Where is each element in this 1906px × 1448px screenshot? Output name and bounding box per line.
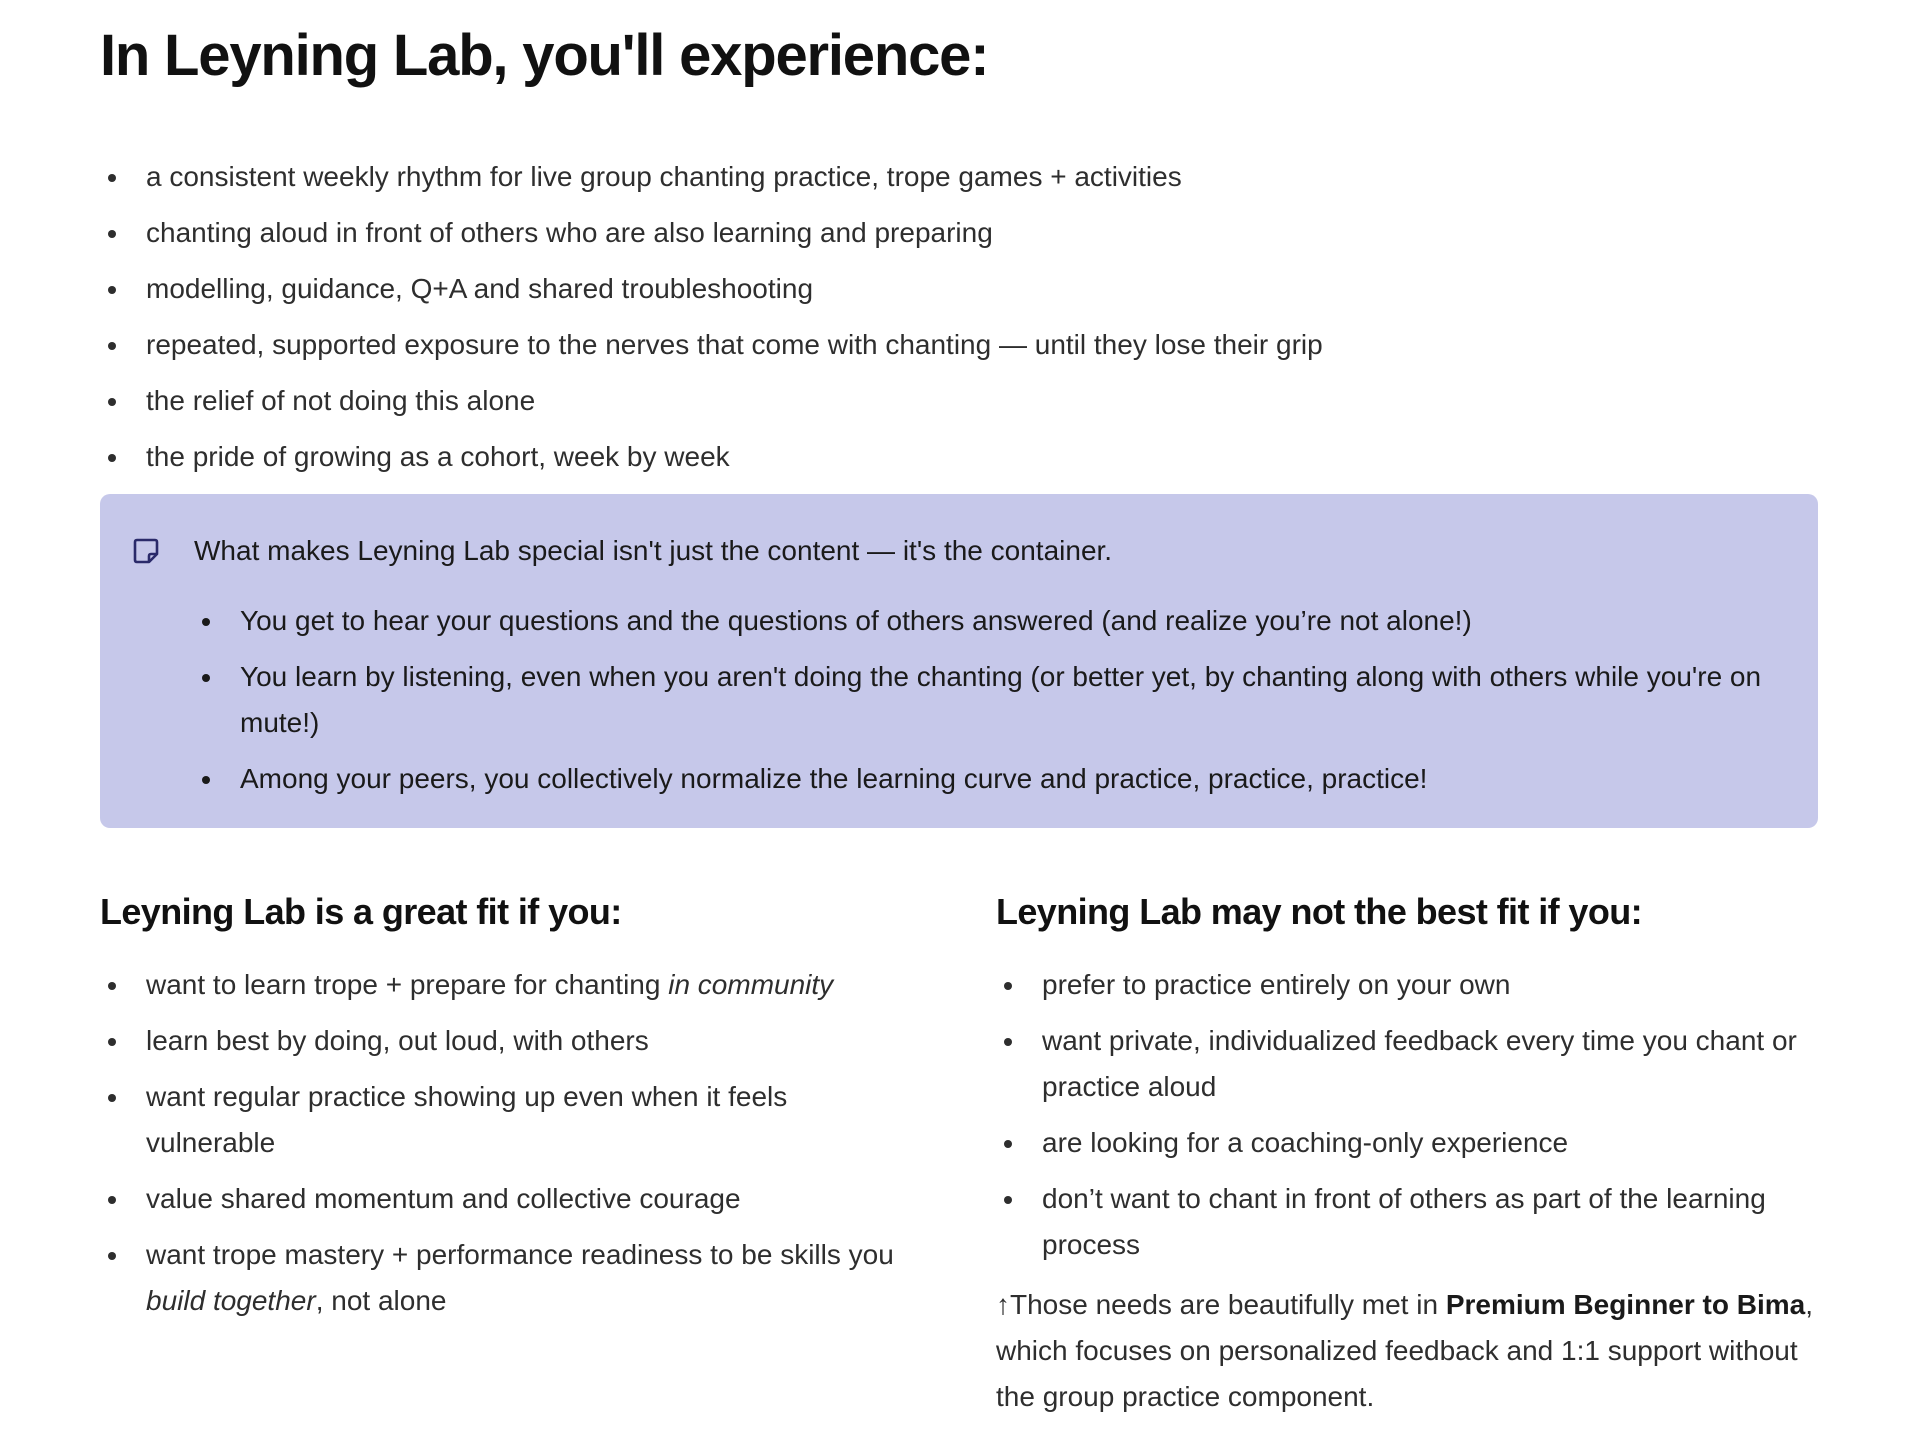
callout-text: What makes Leyning Lab special isn't just the content — it's the container. bbox=[194, 535, 1113, 566]
note-icon bbox=[132, 537, 160, 565]
list-item: chanting aloud in front of others who are also learning and preparing bbox=[100, 210, 1818, 256]
list-item: learn best by doing, out loud, with others bbox=[100, 1018, 920, 1064]
list-item: want trope mastery + performance readiness to be skills you build together, not alone bbox=[100, 1232, 920, 1324]
callout-header bbox=[132, 528, 1778, 574]
list-item: the relief of not doing this alone bbox=[100, 378, 1818, 424]
list-item: want to learn trope + prepare for chanting in community bbox=[100, 962, 920, 1008]
experience-heading: In Leyning Lab, you'll experience: bbox=[100, 23, 989, 88]
list-item: Among your peers, you collectively normalize the learning curve and practice, practice, practice! bbox=[194, 756, 1778, 802]
list-item: are looking for a coaching-only experience bbox=[996, 1120, 1818, 1166]
list-item: want regular practice showing up even when it feels vulnerable bbox=[100, 1074, 920, 1166]
good-fit-heading: Leyning Lab is a great fit if you: bbox=[100, 891, 622, 932]
page-content bbox=[100, 0, 1818, 1412]
alternative-note: ↑Those needs are beautifully met in Premium Beginner to Bima, which focuses on personalized feedback and 1:1 support without the group practice component. bbox=[996, 1289, 1813, 1412]
good-fit-list bbox=[100, 962, 920, 1324]
callout-list bbox=[132, 598, 1778, 802]
list-item: prefer to practice entirely on your own bbox=[996, 962, 1818, 1008]
list-item: repeated, supported exposure to the nerves that come with chanting — until they lose their grip bbox=[100, 322, 1818, 368]
callout-box bbox=[100, 494, 1818, 828]
good-fit-column bbox=[100, 884, 920, 1334]
list-item: modelling, guidance, Q+A and shared troubleshooting bbox=[100, 266, 1818, 312]
program-name: Premium Beginner to Bima bbox=[1445, 1289, 1806, 1320]
not-fit-list bbox=[996, 962, 1818, 1268]
list-item: don’t want to chant in front of others as part of the learning process bbox=[996, 1176, 1818, 1268]
list-item: the pride of growing as a cohort, week by week bbox=[100, 434, 1818, 480]
not-fit-column bbox=[996, 884, 1818, 1448]
not-fit-heading: Leyning Lab may not the best fit if you: bbox=[996, 891, 1643, 932]
list-item: You get to hear your questions and the questions of others answered (and realize you’re not alone!) bbox=[194, 598, 1778, 644]
list-item: a consistent weekly rhythm for live group chanting practice, trope games + activities bbox=[100, 154, 1818, 200]
experience-list bbox=[100, 154, 1818, 480]
list-item: value shared momentum and collective courage bbox=[100, 1176, 920, 1222]
list-item: You learn by listening, even when you aren't doing the chanting (or better yet, by chanting along with others while you're on mute!) bbox=[194, 654, 1778, 746]
list-item: want private, individualized feedback every time you chant or practice aloud bbox=[996, 1018, 1818, 1110]
